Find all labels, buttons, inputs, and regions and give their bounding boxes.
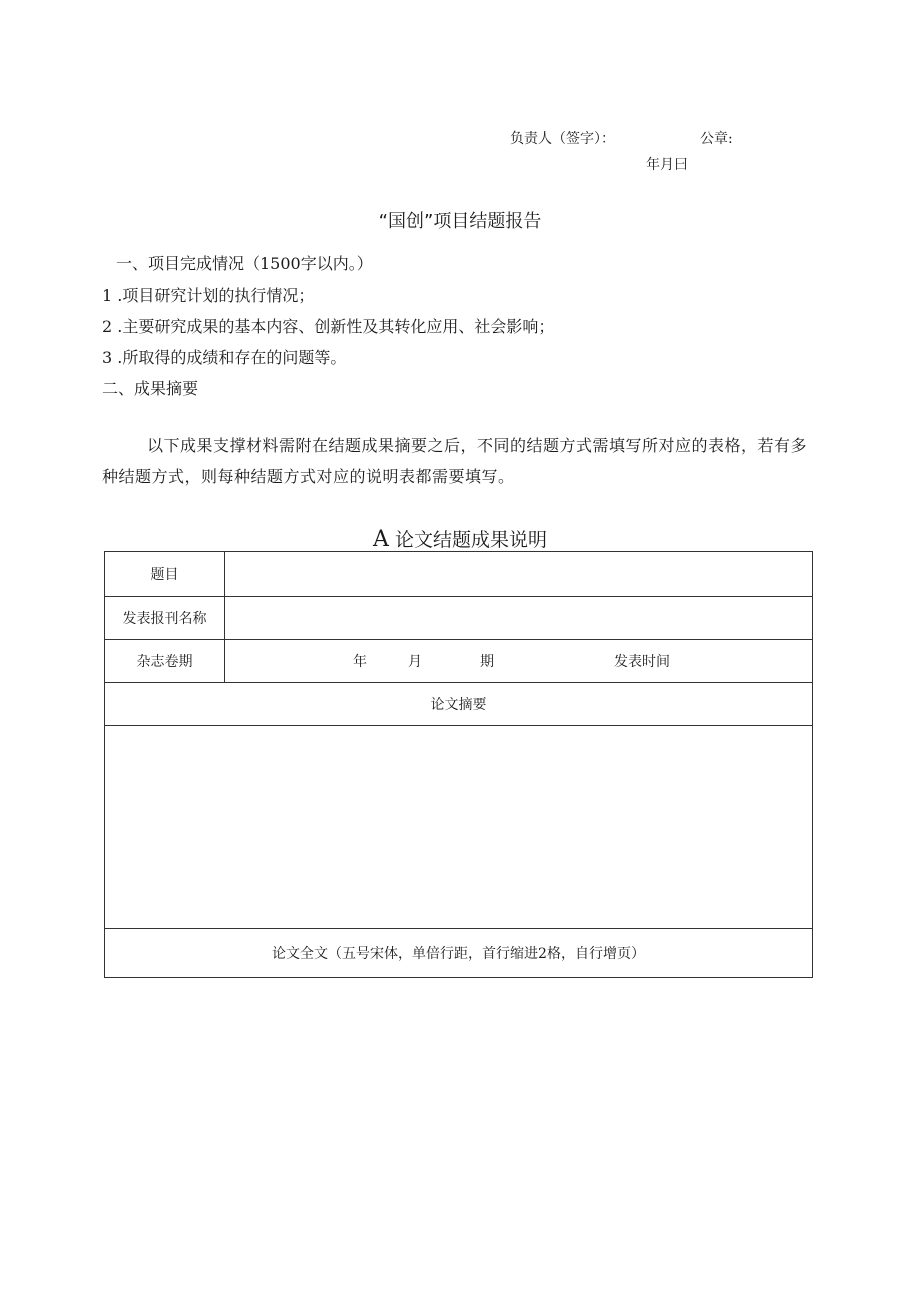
- date-label: 年月曰: [646, 157, 688, 173]
- section-1-heading: 一、项目完成情况（1500字以内。）: [116, 254, 373, 273]
- fulltext-label: 论文全文（五号宋体，单倍行距，首行缩进2格，自行增页）: [105, 929, 813, 978]
- abstract-label: 论文摘要: [105, 683, 813, 726]
- issue-label: 杂志卷期: [105, 640, 225, 683]
- journal-label: 发表报刊名称: [105, 597, 225, 640]
- issue-field[interactable]: [225, 640, 813, 683]
- journal-field[interactable]: [225, 597, 813, 640]
- table-a-title: [0, 525, 920, 552]
- section-1-item-3: 3 .所取得的成绩和存在的问题等。: [102, 348, 347, 367]
- page-title: “国创”项目结题报告: [378, 211, 542, 232]
- topic-field[interactable]: [225, 552, 813, 597]
- seal-label: 公章:: [700, 131, 733, 147]
- month-label: 月: [408, 654, 422, 670]
- abstract-field[interactable]: [105, 726, 813, 929]
- period-label: 期: [480, 654, 494, 670]
- year-label: 年: [353, 654, 367, 670]
- responsible-signature-label: 负责人（签字）：: [510, 131, 615, 147]
- table-a-letter: A: [373, 527, 389, 552]
- table-a-title-text: 论文结题成果说明: [394, 529, 547, 551]
- topic-label: 题目: [105, 552, 225, 597]
- section-2-heading: 二、成果摘要: [102, 379, 199, 398]
- publish-time-label: 发表时间: [614, 654, 670, 670]
- section-2-paragraph: 以下成果支撑材料需附在结题成果摘要之后，不同的结题方式需填写所对应的表格，若有多种结题方式，则每种结题方式对应的说明表都需要填写。: [102, 436, 808, 486]
- section-1-item-1: 1 .项目研究计划的执行情况；: [102, 286, 315, 305]
- section-1-item-2: 2 .主要研究成果的基本内容、创新性及其转化应用、社会影响；: [102, 317, 555, 336]
- paper-result-table: [104, 551, 813, 978]
